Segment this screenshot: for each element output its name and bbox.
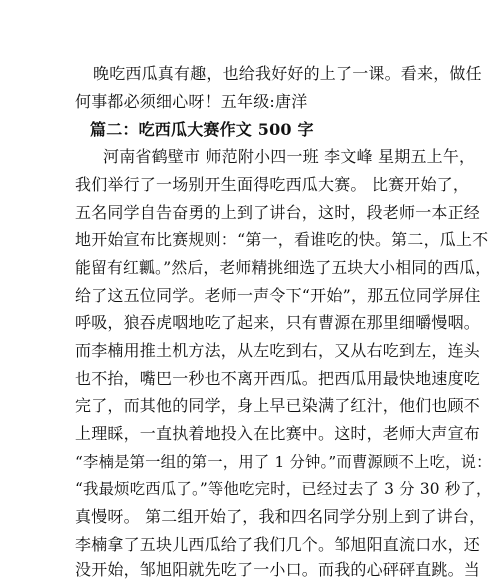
text-line: 我们举行了一场别开生面得吃西瓜大赛。 比赛开始了，: [75, 175, 470, 194]
text-line: 给了这五位同学。老师一声令下“开始”，那五位同学屏住: [75, 286, 481, 305]
text-line: “我最烦吃西瓜了。”等他吃完时，已经过去了 3 分 30 秒了，: [75, 480, 492, 498]
text-line: 真慢呀。 第二组开始了，我和四名同学分别上到了讲台，: [75, 507, 486, 526]
text-line: 完了，而其他的同学，身上早已染满了红汁，他们也顾不: [75, 396, 481, 415]
text-line: 也不抬，嘴巴一秒也不离开西瓜。把西瓜用最快地速度吃: [75, 369, 481, 388]
text-line: 呼吸，狼吞虎咽地吃了起来，只有曹源在那里细嚼慢咽。: [75, 313, 481, 332]
section-heading: 篇二：吃西瓜大赛作文 500 字: [90, 120, 314, 139]
text-line: 没开始，邹旭阳就先吃了一小口。而我的心砰砰直跳。当: [75, 560, 481, 579]
text-line: 晚吃西瓜真有趣，也给我好好的上了一课。看来，做任: [93, 64, 482, 83]
text-line: “李楠是第一组的第一，用了 1 分钟。”而曹源顾不上吃，说：: [75, 453, 492, 471]
text-line: 地开始宣布比赛规则：“第一，看谁吃的快。第二，瓜上不: [75, 230, 489, 249]
text-line: 何事都必须细心呀！五年级:唐洋: [75, 92, 308, 111]
text-line: 上理睬，一直执着地投入在比赛中。这时，老师大声宣布: [75, 424, 481, 443]
text-line: 李楠拿了五块儿西瓜给了我们几个。邹旭阳直流口水，还: [75, 535, 481, 554]
text-line: 河南省鹤壁市 师范附小四一班 李文峰 星期五上午，: [103, 147, 476, 166]
text-line: 五名同学自告奋勇的上到了讲台，这时，段老师一本正经: [75, 203, 481, 222]
text-line: 能留有红瓤。”然后，老师精挑细选了五块大小相同的西瓜，: [75, 258, 492, 277]
text-line: 而李楠用推土机方法，从左吃到右，又从右吃到左，连头: [75, 341, 481, 360]
